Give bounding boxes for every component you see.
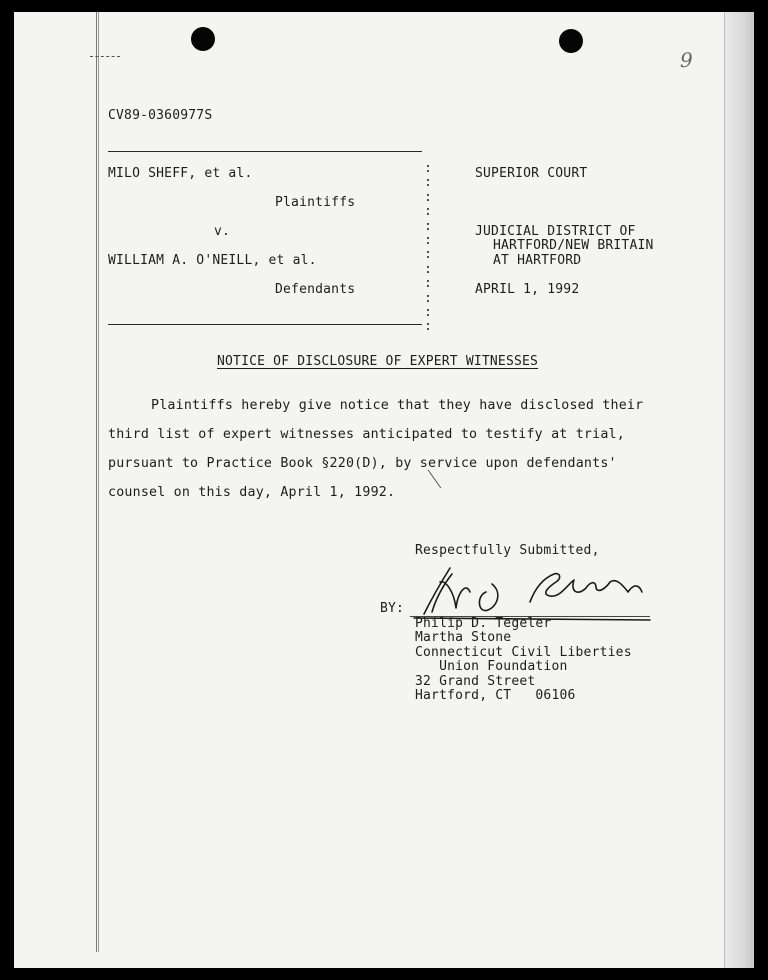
district-line-3: AT HARTFORD bbox=[493, 253, 582, 268]
page-mark: 9 bbox=[680, 48, 693, 72]
plaintiff-role: Plaintiffs bbox=[275, 195, 356, 210]
versus-label: v. bbox=[214, 224, 231, 239]
signer-line-6: Hartford, CT 06106 bbox=[415, 688, 576, 703]
body-line-3: pursuant to Practice Book §220(D), by service upon defendants' bbox=[108, 456, 617, 471]
caption-top-rule bbox=[108, 151, 422, 152]
body-line-1: Plaintiffs hereby give notice that they have disclosed their bbox=[151, 398, 644, 413]
caption-colon-column: : : : : : : : : : : : : bbox=[424, 161, 432, 335]
scan-margin-line bbox=[96, 12, 97, 952]
stray-pen-mark bbox=[428, 470, 441, 489]
document-page bbox=[14, 12, 754, 968]
docket-number: CV89-0360977S bbox=[108, 108, 213, 123]
binder-hole-left bbox=[191, 27, 215, 51]
handwritten-signature bbox=[410, 562, 660, 622]
body-line-2: third list of expert witnesses anticipated to testify at trial, bbox=[108, 427, 625, 442]
scan-right-shadow bbox=[724, 12, 754, 968]
signer-line-4: Union Foundation bbox=[415, 659, 568, 674]
defendant-party: WILLIAM A. O'NEILL, et al. bbox=[108, 253, 317, 268]
signer-line-2: Martha Stone bbox=[415, 630, 512, 645]
signer-line-5: 32 Grand Street bbox=[415, 674, 536, 689]
plaintiff-party: MILO SHEFF, et al. bbox=[108, 166, 253, 181]
court-name: SUPERIOR COURT bbox=[475, 166, 588, 181]
defendant-role: Defendants bbox=[275, 282, 356, 297]
caption-bottom-rule bbox=[108, 324, 422, 325]
signer-line-3: Connecticut Civil Liberties bbox=[415, 645, 632, 660]
caption-date: APRIL 1, 1992 bbox=[475, 282, 580, 297]
notice-title: NOTICE OF DISCLOSURE OF EXPERT WITNESSES bbox=[217, 354, 539, 369]
stray-mark bbox=[90, 56, 120, 59]
scan-margin-line-2 bbox=[98, 12, 99, 952]
binder-hole-right bbox=[559, 29, 583, 53]
body-line-4: counsel on this day, April 1, 1992. bbox=[108, 485, 396, 500]
signer-line-1: Philip D. Tegeler bbox=[415, 616, 552, 631]
by-label: BY: bbox=[380, 601, 405, 616]
district-line-2: HARTFORD/NEW BRITAIN bbox=[493, 238, 654, 253]
district-line-1: JUDICIAL DISTRICT OF bbox=[475, 224, 636, 239]
scan-right-edge-line bbox=[724, 12, 725, 968]
closing-text: Respectfully Submitted, bbox=[415, 543, 600, 558]
